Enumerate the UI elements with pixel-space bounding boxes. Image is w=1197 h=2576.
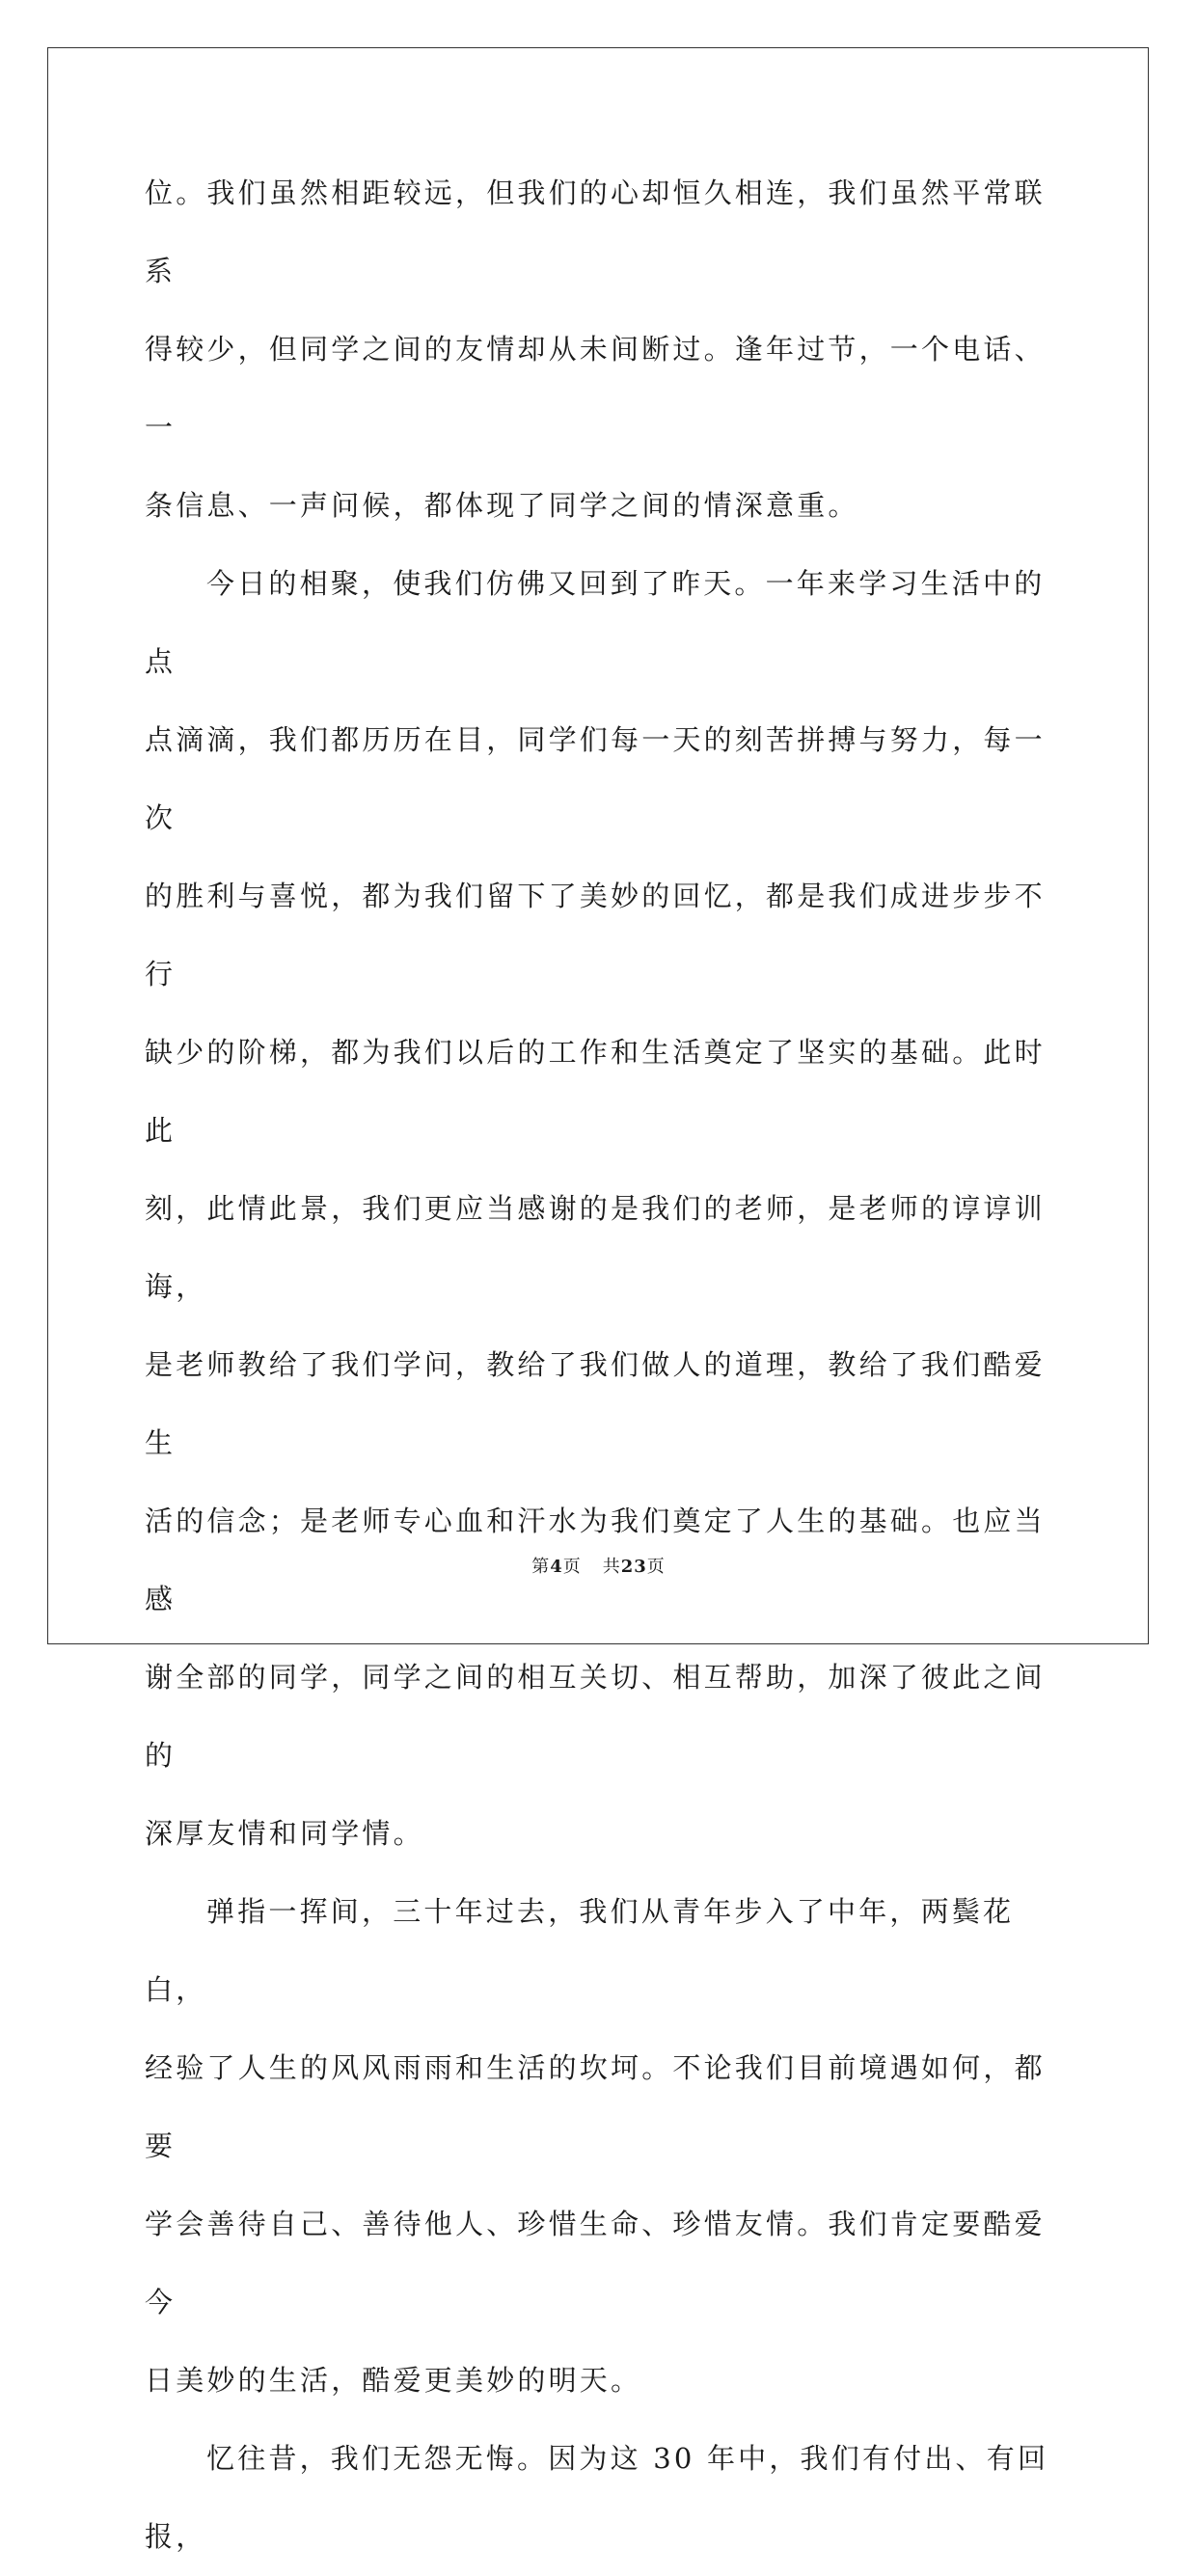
text-line: 谢全部的同学，同学之间的相互关切、相互帮助，加深了彼此之间的 [145, 1661, 1046, 1772]
text-line: 学会善待自己、善待他人、珍惜生命、珍惜友情。我们肯定要酷爱今 [145, 2208, 1046, 2318]
page-prefix: 第 [531, 1557, 551, 1577]
paragraph [145, 2420, 1061, 2576]
text-line: 经验了人生的风风雨雨和生活的坎坷。不论我们目前境遇如何，都要 [145, 2051, 1046, 2162]
text-line: 日美妙的生活，酷爱更美妙的明天。 [145, 2364, 642, 2397]
paragraph [145, 1873, 1061, 2420]
text-line: 位。我们虽然相距较远，但我们的心却恒久相连，我们虽然平常联系 [145, 176, 1046, 287]
text-line: 缺少的阶梯，都为我们以后的工作和生活奠定了坚实的基础。此时此 [145, 1036, 1046, 1147]
total-prefix: 共 [602, 1557, 621, 1577]
text-line: 的胜利与喜悦，都为我们留下了美妙的回忆，都是我们成进步步不行 [145, 880, 1046, 990]
text-line: 今日的相聚，使我们仿佛又回到了昨天。一年来学习生活中的点 [145, 567, 1046, 678]
text-line: 得较少，但同学之间的友情却从未间断过。逢年过节，一个电话、一 [145, 333, 1046, 444]
text-line: 深厚友情和同学情。 [145, 1817, 424, 1850]
text-line: 弹指一挥间，三十年过去，我们从青年步入了中年，两鬓花白， [145, 1895, 1015, 2006]
text-line: 是老师教给了我们学问，教给了我们做人的道理，教给了我们酷爱生 [145, 1348, 1046, 1459]
paragraph [145, 154, 1061, 545]
text-line: 条信息、一声问候，都体现了同学之间的情深意重。 [145, 489, 859, 522]
text-line: 点滴滴，我们都历历在目，同学们每一天的刻苦拼搏与努力，每一次 [145, 723, 1046, 834]
page-number: 4 [550, 1557, 563, 1577]
text-line: 刻，此情此景，我们更应当感谢的是我们的老师，是老师的谆谆训诲， [145, 1192, 1046, 1303]
page-footer [0, 1553, 1197, 1578]
document-body [145, 154, 1061, 2576]
total-pages: 23 [620, 1557, 647, 1577]
paragraph [145, 545, 1061, 1873]
total-suffix: 页 [646, 1557, 666, 1577]
page-suffix: 页 [562, 1557, 582, 1577]
text-line: 忆往昔，我们无怨无悔。因为这 30 年中，我们有付出、有回报， [145, 2442, 1049, 2553]
text-line: 活的信念；是老师专心血和汗水为我们奠定了人生的基础。也应当感 [145, 1505, 1046, 1615]
